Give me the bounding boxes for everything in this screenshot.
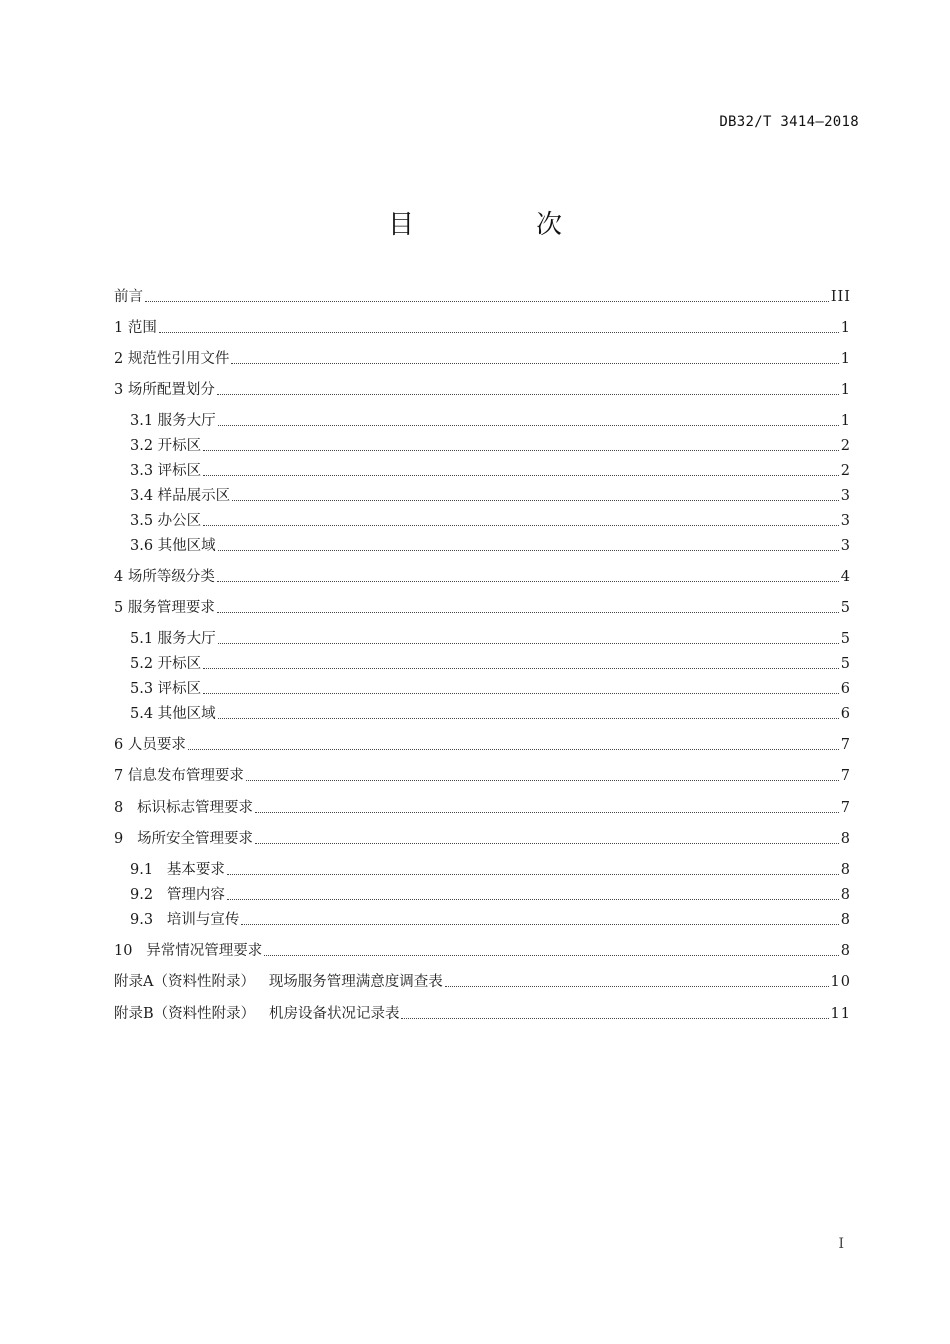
toc-entry-page: 3 [840,538,851,554]
toc-leader-dots [445,986,829,987]
toc-entry-10[interactable] [114,940,851,962]
toc-entry-page: 7 [840,737,851,753]
toc-leader-dots [159,332,839,333]
toc-entry-title: 场所安全管理要求 [137,831,254,847]
toc-entry-page: 8 [840,912,851,928]
toc-entry-page: 6 [840,681,851,697]
toc-leader-dots [203,693,839,694]
toc-entry-title: 办公区 [157,513,202,529]
toc-entry-title: 服务管理要求 [127,600,215,616]
toc-entry-page: 7 [840,800,851,816]
toc-entry-number: 5.3 [130,681,158,697]
toc-entry-title: 基本要求 [166,862,225,878]
toc-leader-dots [255,843,839,844]
toc-leader-dots [401,1018,828,1019]
toc-leader-dots [203,450,839,451]
toc-leader-dots [218,550,839,551]
toc-entry-page: 1 [840,413,851,429]
toc-entry-page: 1 [840,320,851,336]
toc-entry-number: 8 [114,800,138,816]
toc-entry-page: 5 [840,600,851,616]
toc-entry-number: 3.3 [130,463,158,479]
toc-entry-appendix-b[interactable] [114,1003,851,1025]
toc-entry-number: 2 [114,351,128,367]
toc-entry-9-1[interactable] [130,859,851,881]
toc-entry-number: 3.2 [130,438,158,454]
toc-entry-title: 开标区 [157,438,202,454]
toc-leader-dots [232,500,839,501]
page-number: I [838,1236,844,1252]
toc-leader-dots [145,301,829,302]
toc-entry-3-2[interactable] [130,435,851,457]
toc-entry-foreword[interactable] [114,286,851,308]
toc-entry-3[interactable] [114,379,851,401]
toc-entry-number: 9.3 [130,912,167,928]
toc-entry-number: 3.6 [130,538,158,554]
toc-entry-page: 11 [830,1006,851,1022]
toc-entry-page: 6 [840,706,851,722]
toc-entry-6[interactable] [114,734,851,756]
toc-entry-page: 3 [840,513,851,529]
toc-entry-5-1[interactable] [130,628,851,650]
toc-entry-title: 培训与宣传 [166,912,240,928]
toc-entry-number: 5.4 [130,706,158,722]
toc-entry-page: 2 [840,463,851,479]
toc-leader-dots [246,780,839,781]
toc-entry-title: 异常情况管理要求 [146,943,263,959]
toc-entry-9[interactable] [114,828,851,850]
toc-entry-number: 6 [114,737,128,753]
toc-entry-7[interactable] [114,765,851,787]
toc-entry-page: 5 [840,631,851,647]
toc-entry-title: 规范性引用文件 [127,351,230,367]
toc-entry-page: 7 [840,768,851,784]
toc-entry-title: 机房设备状况记录表 [268,1006,400,1022]
toc-entry-9-2[interactable] [130,884,851,906]
toc-entry-number: 5 [114,600,128,616]
toc-entry-title: 信息发布管理要求 [127,768,244,784]
toc-entry-5[interactable] [114,597,851,619]
toc-entry-number: 4 [114,569,128,585]
toc-leader-dots [217,394,839,395]
toc-leader-dots [255,812,839,813]
toc-entry-number: 3.4 [130,488,158,504]
toc-leader-dots [217,581,839,582]
toc-leader-dots [241,924,838,925]
toc-entry-appendix-a[interactable] [114,971,851,993]
toc-entry-title: 标识标志管理要求 [137,800,254,816]
toc-entry-page: 8 [840,943,851,959]
toc-entry-number: 9.2 [130,887,167,903]
toc-entry-page: 8 [840,862,851,878]
toc-entry-title: 前言 [114,289,143,305]
toc-entry-title: 服务大厅 [157,413,216,429]
toc-entry-page: 1 [840,351,851,367]
toc-leader-dots [218,718,839,719]
toc-leader-dots [227,899,839,900]
toc-leader-dots [203,475,839,476]
toc-entry-number: 9 [114,831,138,847]
toc-entry-3-1[interactable] [130,410,851,432]
toc-leader-dots [203,525,839,526]
toc-entry-number: 3 [114,382,128,398]
toc-entry-page: III [830,289,851,305]
toc-entry-title: 场所等级分类 [127,569,215,585]
toc-entry-number: 3.5 [130,513,158,529]
toc-entry-page: 8 [840,887,851,903]
toc-entry-3-4[interactable] [130,485,851,507]
toc-entry-title: 评标区 [157,463,202,479]
toc-entry-title: 现场服务管理满意度调查表 [268,974,443,990]
toc-entry-title: 管理内容 [166,887,225,903]
toc-leader-dots [203,668,839,669]
toc-entry-3-3[interactable] [130,460,851,482]
toc-entry-number: 附录B（资料性附录） [114,1006,269,1022]
toc-leader-dots [218,643,839,644]
toc-entry-title: 服务大厅 [157,631,216,647]
toc-entry-number: 9.1 [130,862,167,878]
toc-entry-number: 7 [114,768,128,784]
toc-entry-title: 范围 [127,320,157,336]
page-title: 目 次 [387,210,610,240]
toc-entry-3-5[interactable] [130,510,851,532]
toc-leader-dots [217,612,839,613]
toc-entry-title: 人员要求 [127,737,186,753]
toc-entry-number: 附录A（资料性附录） [114,974,269,990]
toc-entry-page: 1 [840,382,851,398]
toc-entry-page: 10 [830,974,851,990]
toc-entry-2[interactable] [114,348,851,370]
toc-entry-8[interactable] [114,797,851,819]
toc-entry-page: 2 [840,438,851,454]
toc-entry-title: 场所配置划分 [127,382,215,398]
toc-leader-dots [218,425,839,426]
toc-entry-title: 样品展示区 [157,488,231,504]
toc-entry-page: 4 [840,569,851,585]
toc-entry-number: 3.1 [130,413,158,429]
toc-entry-5-3[interactable] [130,678,851,700]
toc-entry-number: 5.2 [130,656,158,672]
toc-entry-9-3[interactable] [130,909,851,931]
toc-leader-dots [231,363,838,364]
toc-entry-page: 8 [840,831,851,847]
toc-leader-dots [227,874,839,875]
standard-code: DB32/T 3414—2018 [719,114,859,130]
toc-entry-page: 5 [840,656,851,672]
toc-entry-title: 评标区 [157,681,202,697]
toc-entry-3-6[interactable] [130,535,851,557]
toc-entry-number: 5.1 [130,631,158,647]
toc-entry-title: 其他区域 [157,706,216,722]
toc-leader-dots [188,749,839,750]
toc-entry-4[interactable] [114,566,851,588]
toc-leader-dots [264,955,838,956]
toc-entry-5-4[interactable] [130,703,851,725]
toc-entry-page: 3 [840,488,851,504]
toc-entry-5-2[interactable] [130,653,851,675]
toc-entry-number: 10 [114,943,147,959]
toc-entry-title: 其他区域 [157,538,216,554]
toc-entry-1[interactable] [114,317,851,339]
toc-entry-title: 开标区 [157,656,202,672]
toc-entry-number: 1 [114,320,128,336]
